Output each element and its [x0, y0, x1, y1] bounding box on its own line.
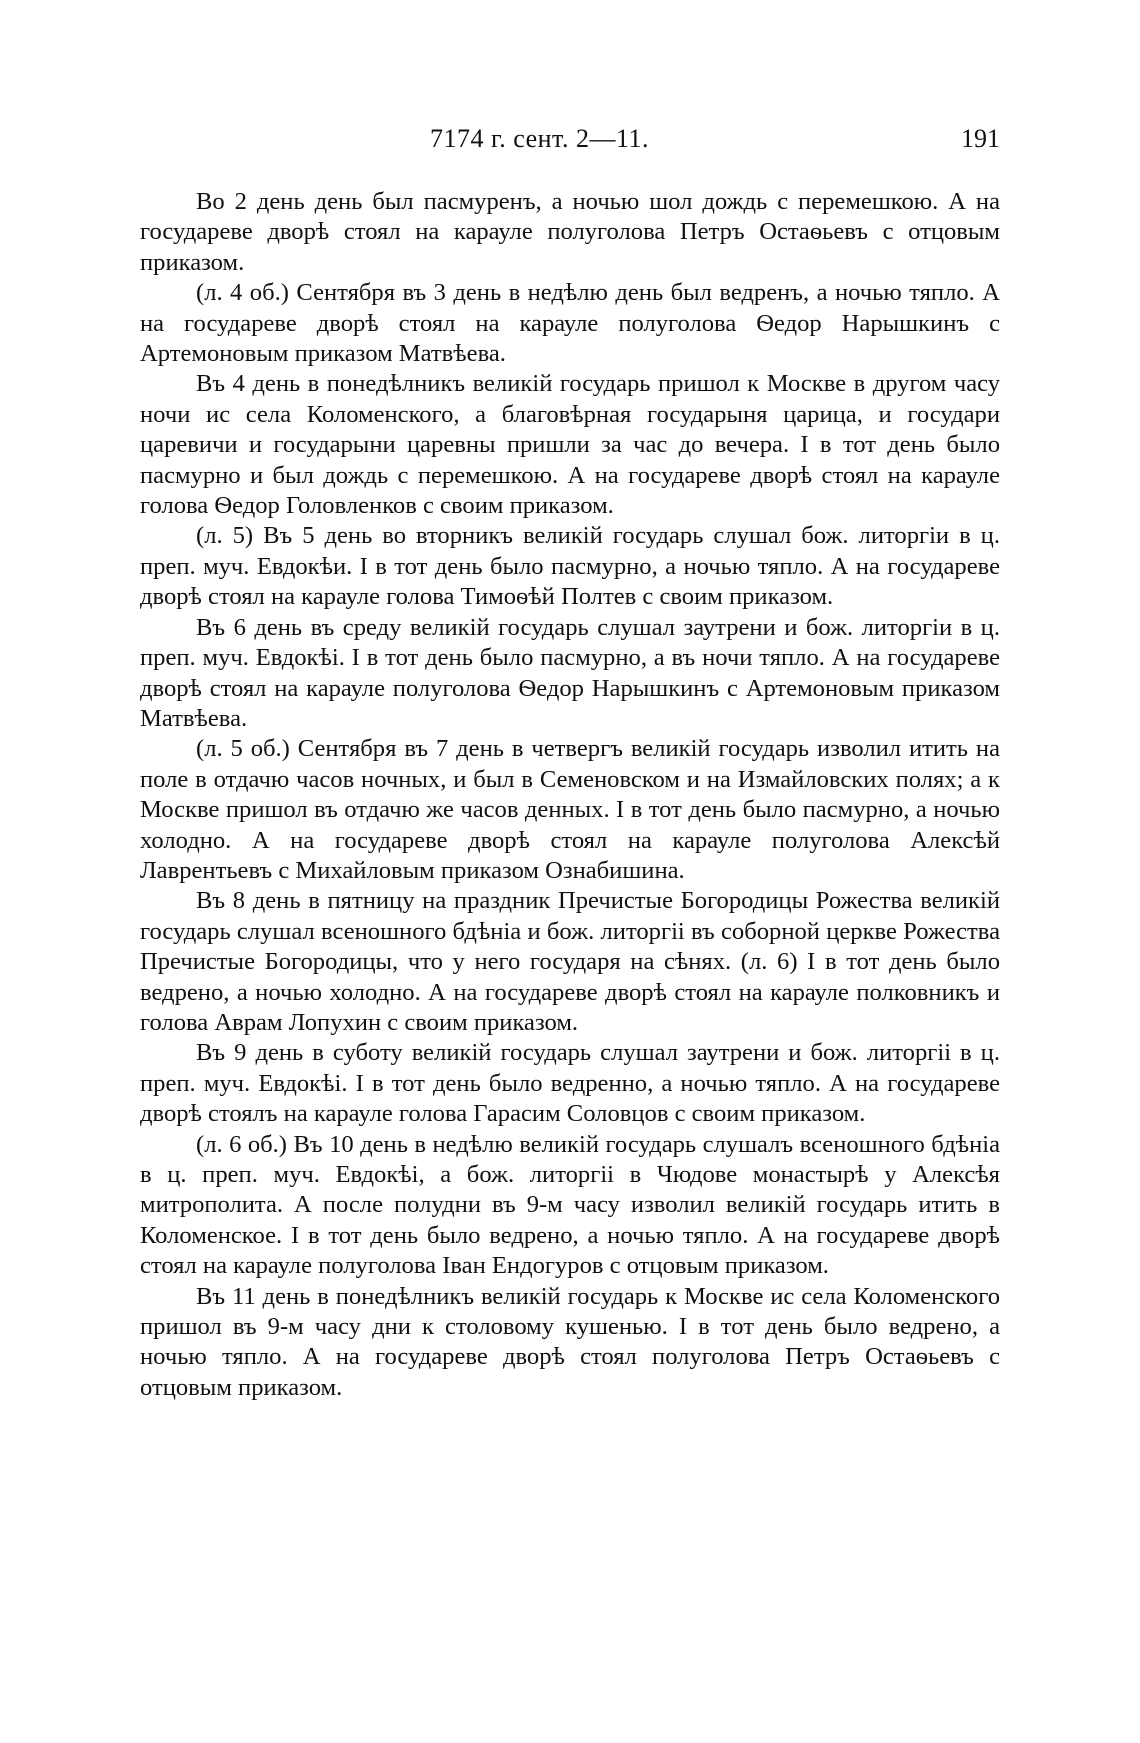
entry-sept-11: Въ 11 день в понедѣлникъ великій государь к Москве ис села Коломенского пришол въ 9-м часу дни к столовому кушенью. І в тот день было ведрено, а ночью тяпло. А на государеве дворѣ стоял полуголова Петръ Остаѳьевъ с отцовым приказом. [140, 1282, 1000, 1401]
entry-sept-6: Въ 6 день въ среду великій государь слушал заутрени и бож. литоргіи в ц. преп. муч. Евдокѣі. І в тот день было пасмурно, а въ ночи тяпло. А на государеве дворѣ стоял на карауле полуголова Ѳедор Нарышкинъ с Артемоновым приказом Матвѣева. [140, 613, 1000, 732]
entry-sept-5: (л. 5) Въ 5 день во вторникъ великій государь слушал бож. литоргіи в ц. преп. муч. Евдокѣи. І в тот день было пасмурно, а ночью тяпло. А на государеве дворѣ стоял на карауле голова Тимоѳѣй Полтев с своим приказом. [140, 522, 1000, 611]
entry-sept-4: Въ 4 день в понедѣлникъ великій государь пришол к Москве в другом часу ночи ис села Коломенского, а благовѣрная государыня царица, и государи царевичи и государыни царевны пришли за час до вечера. І в тот день было пасмурно и был дождь с перемешкою. А на государеве дворѣ стоял на карауле голова Ѳедор Головленков с своим приказом. [140, 370, 1000, 520]
entry-sept-2: Во 2 день день был пасмуренъ, а ночью шол дождь с перемешкою. А на государеве дворѣ стоял на карауле полуголова Петръ Остаѳьевъ с отцовым приказом. [140, 188, 1000, 276]
entry-sept-3: (л. 4 об.) Сентября въ 3 день в недѣлю день был ведренъ, а ночью тяпло. А на государеве дворѣ стоял на карауле полуголова Ѳедор Нарышкинъ с Артемоновым приказом Матвѣева. [140, 279, 1000, 368]
entry-sept-7: (л. 5 об.) Сентября въ 7 день в четвергъ великій государь изволил итить на поле в отдачю часов ночных, и был в Семеновском и на Измайловских полях; а к Москве пришол въ отдачю же часов денных. І в тот день было пасмурно, а ночью холодно. А на государеве дворѣ стоял на карауле полуголова Алексѣй Лаврентьевъ с Михайловым приказом Ознабишина. [140, 735, 1000, 884]
entry-sept-8: Въ 8 день в пятницу на праздник Пречистые Богородицы Рожества великій государь слушал всеношного бдѣніа и бож. литоргіі въ соборной церкве Рожества Пречистые Богородицы, что у него государя на сѣнях. (л. 6) І в тот день было ведрено, а ночью холодно. А на государеве дворѣ стоял на карауле полковникъ и голова Аврам Лопухин с своим приказом. [140, 887, 1000, 1036]
entry-sept-9: Въ 9 день в суботу великій государь слушал заутрени и бож. литоргіі в ц. преп. муч. Евдокѣі. І в тот день было ведренно, а ночью тяпло. А на государеве дворѣ стоялъ на карауле голова Гарасим Соловцов с своим приказом. [140, 1039, 1000, 1128]
body-text [140, 187, 1000, 1403]
page-number: 191 [961, 124, 1000, 153]
running-head [140, 124, 1000, 164]
entry-sept-10: (л. 6 об.) Въ 10 день в недѣлю великій государь слушалъ всеношного бдѣніа в ц. преп. муч. Евдокѣі, а бож. литоргіі в Чюдове монастырѣ у Алексѣя митрополита. А после полудни въ 9-м часу изволил великій государь итить в Коломенское. І в тот день было ведрено, а ночью тяпло. А на государеве дворѣ стоял на карауле полуголова Іван Ендогуров с отцовым приказом. [140, 1130, 1000, 1280]
running-title: 7174 г. сент. 2—11. [430, 124, 649, 153]
